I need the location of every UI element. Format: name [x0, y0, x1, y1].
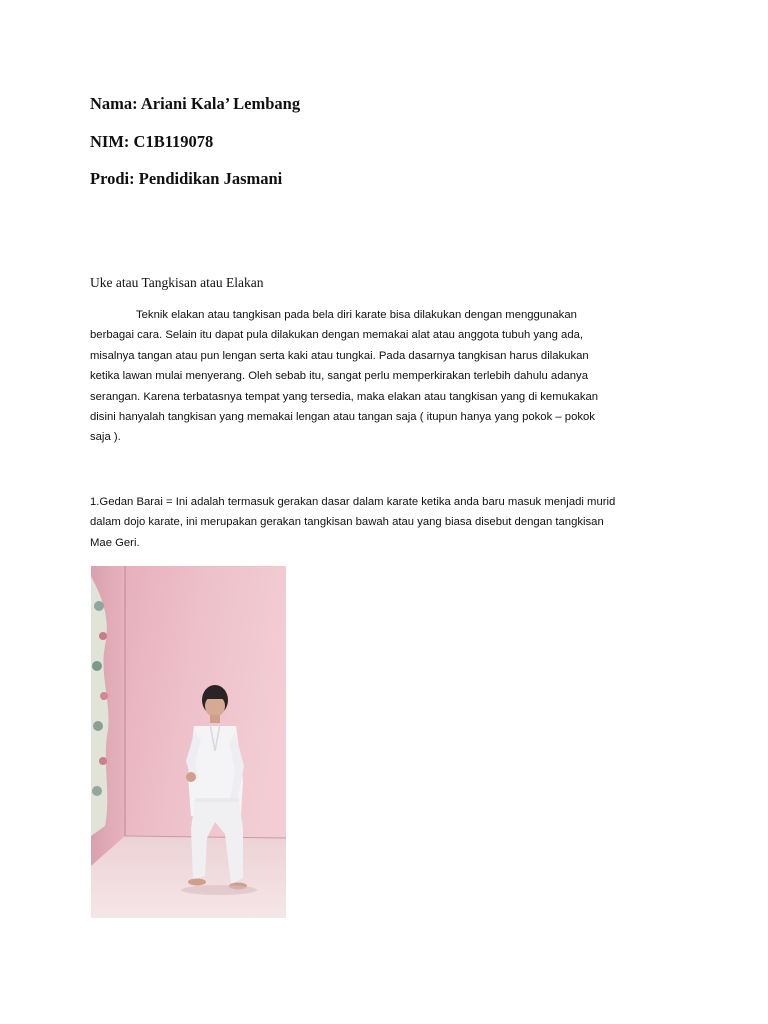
intro-line: disini hanyalah tangkisan yang memakai lengan atau tangan saja ( itupun hanya yang pokok – pokok — [90, 411, 595, 424]
intro-line: saja ). — [90, 431, 121, 444]
gedan-line: 1.Gedan Barai = Ini adalah termasuk gerakan dasar dalam karate ketika anda baru masuk menjadi murid — [90, 496, 616, 508]
intro-line: misalnya tangan atau pun lengan serta kaki atau tungkai. Pada dasarnya tangkisan harus dilakukan — [90, 349, 589, 362]
intro-paragraph — [90, 305, 680, 448]
karate-stance-photo — [91, 566, 286, 918]
gedan-line: dalam dojo karate, ini merupakan gerakan tangkisan bawah atau yang biasa disebut dengan tangkisan — [90, 516, 604, 529]
student-name: Nama: Ariani Kala’ Lembang — [90, 94, 301, 113]
intro-line: serangan. Karena terbatasnya tempat yang tersedia, maka elakan atau tangkisan yang di kemukakan — [90, 390, 599, 403]
section-title: Uke atau Tangkisan atau Elakan — [90, 275, 264, 290]
intro-line: berbagai cara. Selain itu dapat pula dilakukan dengan memakai alat atau anggota tubuh yang ada, — [90, 329, 584, 342]
intro-line: Teknik elakan atau tangkisan pada bela diri karate bisa dilakukan dengan menggunakan — [136, 309, 577, 321]
gedan-line: Mae Geri. — [90, 536, 140, 549]
gedan-barai-paragraph — [90, 492, 680, 553]
intro-line: ketika lawan mulai menyerang. Oleh sebab itu, sangat perlu memperkirakan terlebih dahulu adanya — [90, 370, 588, 383]
study-program: Prodi: Pendidikan Jasmani — [90, 169, 283, 188]
student-id: NIM: C1B119078 — [90, 132, 214, 151]
